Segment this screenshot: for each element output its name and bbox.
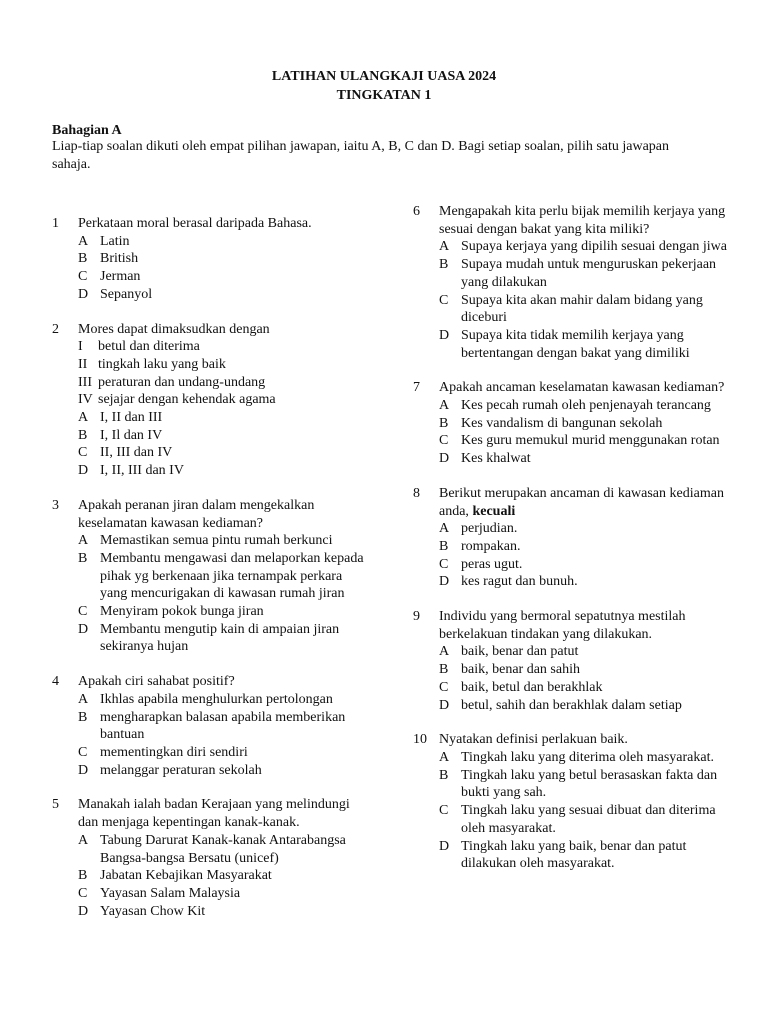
option-d (439, 697, 743, 715)
question-text: Mengapakah kita perlu bijak memilih kerjaya yang sesuai dengan bakat yang kita miliki? (439, 204, 726, 237)
question-text: Perkataan moral berasal daripada Bahasa. (78, 216, 312, 231)
option-c (439, 802, 743, 837)
option-b (78, 867, 372, 885)
statements (78, 338, 372, 409)
options (439, 749, 743, 873)
option-a (439, 643, 743, 661)
option-a (439, 238, 743, 256)
option-text: I, Il dan IV (100, 427, 163, 443)
question-number: 4 (52, 674, 59, 690)
question-number: 6 (413, 204, 420, 219)
option-letter: D (78, 762, 89, 778)
statement-text: peraturan dan undang-undang (98, 374, 266, 390)
option-letter: D (78, 903, 89, 919)
option-c (78, 885, 372, 903)
option-b (439, 256, 743, 291)
question-text-main: Berikut merupakan ancaman di kawasan kediaman anda, (439, 485, 724, 519)
option-text: peras ugut. (461, 556, 523, 572)
option-text: Tingkah laku yang baik, benar dan patut dilakukan oleh masyarakat. (461, 838, 687, 872)
option-text: Yayasan Chow Kit (100, 903, 206, 919)
option-letter: C (439, 433, 449, 449)
option-text: Menyiram pokok bunga jiran (100, 604, 264, 620)
option-b (439, 767, 743, 802)
title-line-1: LATIHAN ULANGKAJI UASA 2024 (271, 69, 497, 84)
question-number: 3 (52, 497, 59, 513)
option-text: II, III dan IV (100, 445, 173, 461)
question-number: 5 (52, 797, 59, 813)
option-b (78, 550, 372, 603)
options (78, 832, 372, 921)
options (439, 238, 743, 362)
statement-iv (78, 391, 372, 409)
option-b (439, 538, 743, 556)
option-a (439, 397, 743, 415)
statement-numeral: III (78, 374, 92, 390)
section-instruction: Liap-tiap soalan dikuti oleh empat pilihan jawapan, iaitu A, B, C dan D. Bagi setiap soalan, pilih satu jawapan sahaja. (52, 139, 670, 172)
option-letter: A (78, 533, 89, 549)
option-text: melanggar peraturan sekolah (100, 762, 262, 778)
title-line-2: TINGKATAN 1 (336, 88, 432, 103)
option-letter: D (439, 697, 450, 713)
option-text: Sepanyol (100, 286, 153, 302)
option-text: baik, benar dan sahih (461, 662, 580, 678)
options (439, 397, 743, 468)
option-letter: B (439, 767, 449, 783)
option-letter: A (439, 239, 450, 255)
question-number: 1 (52, 216, 59, 231)
option-d (78, 762, 372, 780)
option-text: Membantu mengutip kain di ampaian jiran sekiranya hujan (100, 621, 340, 655)
question-4 (52, 673, 372, 779)
option-letter: B (439, 538, 449, 554)
option-a (78, 409, 372, 427)
option-text: I, II, III dan IV (100, 463, 184, 479)
option-letter: A (439, 749, 450, 765)
statement-numeral: II (78, 356, 88, 372)
option-text: I, II dan III (100, 410, 163, 426)
option-text: Latin (100, 233, 130, 249)
option-a (78, 233, 372, 251)
question-9 (413, 608, 743, 714)
option-letter: B (78, 427, 88, 443)
statement-i (78, 338, 372, 356)
option-letter: C (78, 269, 88, 285)
option-b (439, 415, 743, 433)
question-text: Apakah ciri sahabat positif? (78, 674, 235, 690)
statement-text: sejajar dengan kehendak agama (98, 392, 276, 408)
option-letter: B (78, 251, 88, 267)
option-c (439, 432, 743, 450)
question-number: 9 (413, 609, 420, 625)
option-letter: D (439, 327, 450, 343)
option-letter: A (78, 233, 89, 249)
option-text: rompakan. (461, 538, 521, 554)
option-d (78, 462, 372, 480)
statement-ii (78, 356, 372, 374)
option-b (78, 250, 372, 268)
option-letter: C (439, 679, 449, 695)
option-a (78, 691, 372, 709)
question-number: 7 (413, 380, 420, 396)
option-text: Tingkah laku yang diterima oleh masyarakat. (461, 749, 714, 765)
question-text: Manakah ialah badan Kerajaan yang melindungi dan menjaga kepentingan kanak-kanak. (78, 797, 350, 831)
option-letter: C (78, 744, 88, 760)
right-column (413, 203, 743, 873)
option-b (78, 709, 372, 744)
question-10 (413, 731, 743, 873)
option-d (439, 838, 743, 873)
option-a (439, 749, 743, 767)
question-number: 2 (52, 321, 59, 337)
question-7 (413, 379, 743, 468)
question-1 (52, 215, 372, 304)
option-text: Supaya kita akan mahir dalam bidang yang diceburi (461, 292, 703, 326)
statement-numeral: I (78, 339, 83, 355)
option-text: baik, benar dan patut (461, 644, 579, 660)
option-text: Supaya kita tidak memilih kerjaya yang bertentangan dengan bakat yang dimiliki (461, 327, 690, 361)
option-letter: B (439, 415, 449, 431)
option-d (439, 327, 743, 362)
option-a (78, 532, 372, 550)
option-c (78, 268, 372, 286)
option-letter: C (78, 885, 88, 901)
options (439, 520, 743, 591)
statement-text: betul dan diterima (98, 339, 200, 355)
question-5 (52, 796, 372, 920)
question-8 (413, 485, 743, 591)
option-c (78, 744, 372, 762)
option-c (78, 444, 372, 462)
question-text-emphasis: kecuali (472, 503, 516, 519)
option-letter: A (439, 398, 450, 414)
options (439, 643, 743, 714)
question-3 (52, 497, 372, 656)
option-letter: D (439, 451, 450, 467)
option-c (78, 603, 372, 621)
option-text: betul, sahih dan berakhlak dalam setiap (461, 697, 682, 713)
option-letter: A (78, 832, 89, 848)
question-number: 8 (413, 485, 420, 501)
option-text: kes ragut dan bunuh. (461, 574, 578, 590)
option-letter: C (78, 604, 88, 620)
option-d (439, 573, 743, 591)
option-d (78, 903, 372, 921)
question-2 (52, 321, 372, 480)
option-d (78, 286, 372, 304)
option-text: mementingkan diri sendiri (100, 744, 248, 760)
option-text: Kes pecah rumah oleh penjenayah terancang (461, 398, 711, 414)
option-d (78, 621, 372, 656)
document-title (0, 67, 768, 105)
question-text (439, 485, 743, 520)
option-letter: D (78, 463, 89, 479)
option-text: Memastikan semua pintu rumah berkunci (100, 533, 333, 549)
option-text: Tingkah laku yang betul berasaskan fakta dan bukti yang sah. (461, 767, 718, 801)
statement-text: tingkah laku yang baik (98, 356, 226, 372)
option-text: Kes guru memukul murid menggunakan rotan (461, 433, 720, 449)
option-text: Membantu mengawasi dan melaporkan kepada pihak yg berkenaan jika ternampak perkara yang mencurigakan di kawasan rumah jiran (100, 550, 364, 602)
option-b (439, 661, 743, 679)
option-c (439, 556, 743, 574)
option-a (78, 832, 372, 867)
option-c (439, 679, 743, 697)
option-text: Supaya mudah untuk menguruskan pekerjaan yang dilakukan (461, 257, 717, 290)
option-text: Tingkah laku yang sesuai dibuat dan diterima oleh masyarakat. (461, 803, 716, 836)
option-text: perjudian. (461, 521, 518, 537)
option-letter: D (78, 621, 89, 637)
option-text: Yayasan Salam Malaysia (100, 885, 241, 901)
question-text: Nyatakan definisi perlakuan baik. (439, 732, 628, 748)
option-letter: C (439, 803, 449, 819)
option-text: Kes khalwat (461, 451, 531, 467)
option-letter: A (78, 410, 89, 426)
option-letter: B (439, 257, 449, 273)
question-text: Mores dapat dimaksudkan dengan (78, 321, 270, 337)
option-letter: B (78, 550, 88, 566)
option-letter: A (78, 691, 89, 707)
option-text: Tabung Darurat Kanak-kanak Antarabangsa Bangsa-bangsa Bersatu (unicef) (100, 832, 346, 866)
left-column (52, 215, 372, 920)
statement-iii (78, 374, 372, 392)
option-letter: D (78, 286, 89, 302)
options (78, 409, 372, 480)
options (78, 532, 372, 656)
option-letter: B (78, 868, 88, 884)
question-number: 10 (413, 732, 427, 748)
option-text: Ikhlas apabila menghulurkan pertolongan (100, 691, 333, 707)
option-a (439, 520, 743, 538)
option-letter: A (439, 521, 450, 537)
option-letter: A (439, 644, 450, 660)
option-text: British (100, 251, 139, 267)
question-text: Apakah peranan jiran dalam mengekalkan keselamatan kawasan kediaman? (78, 497, 315, 531)
options (78, 691, 372, 780)
option-text: Supaya kerjaya yang dipilih sesuai dengan jiwa (461, 239, 727, 255)
statement-numeral: IV (78, 392, 93, 408)
option-letter: D (439, 838, 450, 854)
option-letter: B (78, 709, 88, 725)
question-text: Apakah ancaman keselamatan kawasan kediaman? (439, 380, 725, 396)
option-text: mengharapkan balasan apabila memberikan bantuan (100, 709, 346, 743)
question-text: Individu yang bermoral sepatutnya mestilah berkelakuan tindakan yang dilakukan. (439, 609, 686, 642)
option-letter: C (78, 445, 88, 461)
option-text: Jerman (100, 269, 141, 285)
option-text: Jabatan Kebajikan Masyarakat (100, 868, 272, 884)
option-letter: B (439, 662, 449, 678)
option-letter: C (439, 556, 449, 572)
option-text: Kes vandalism di bangunan sekolah (461, 415, 663, 431)
options (78, 233, 372, 304)
option-letter: D (439, 574, 450, 590)
option-c (439, 292, 743, 327)
option-b (78, 427, 372, 445)
option-d (439, 450, 743, 468)
section-heading: Bahagian A (52, 123, 122, 138)
option-letter: C (439, 292, 449, 308)
option-text: baik, betul dan berakhlak (461, 679, 603, 695)
question-6 (413, 203, 743, 362)
